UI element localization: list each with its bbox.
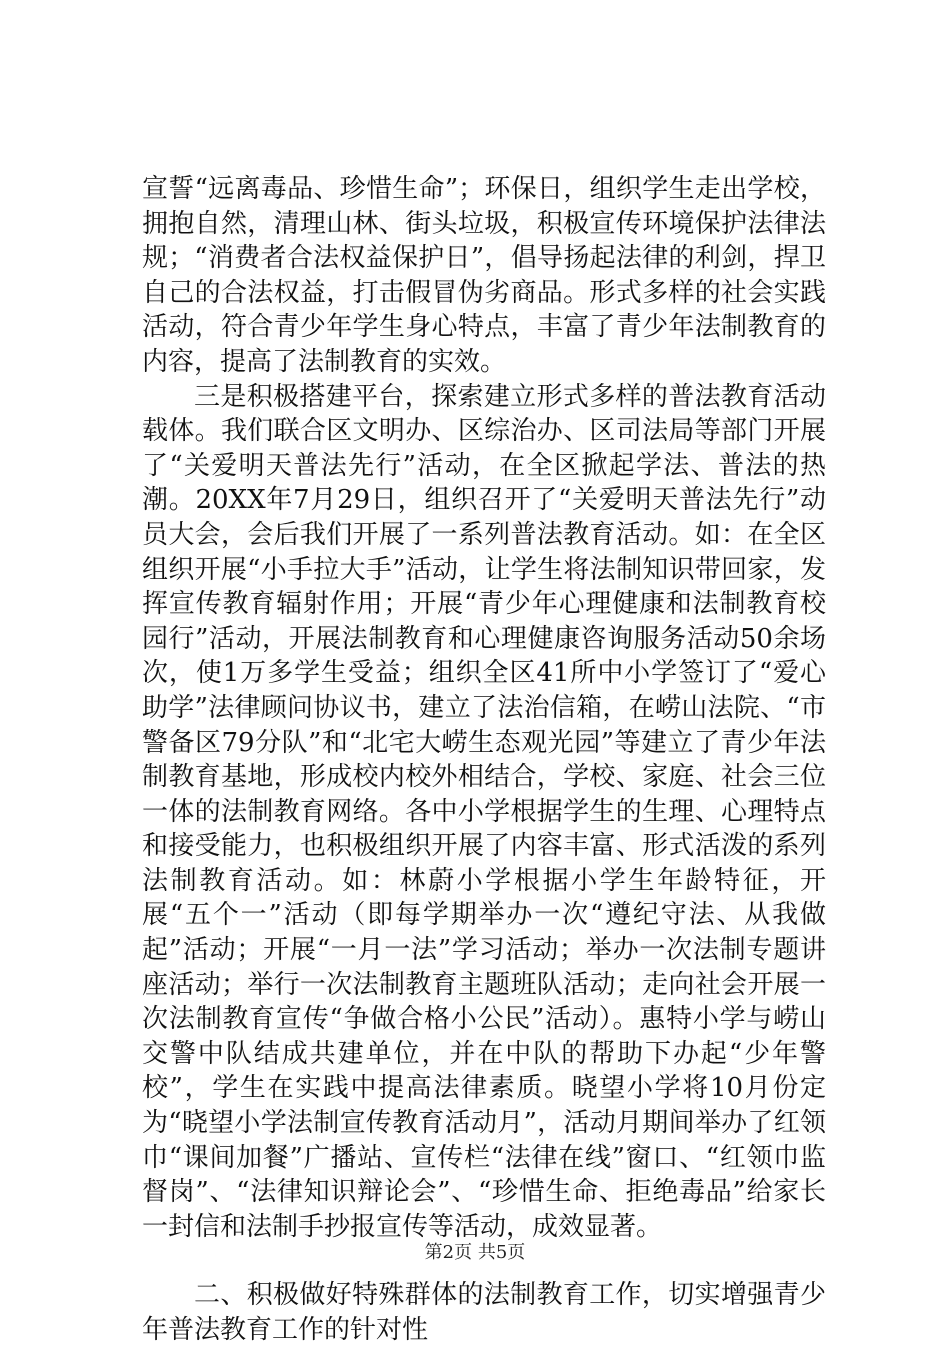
paragraph-continuation: 宣誓“远离毒品、珍惜生命”；环保日，组织学生走出学校，拥抱自然，清理山林、街头垃圾，积极宣传环境保护法律法规；“消费者合法权益保护日”，倡导扬起法律的利剑，捍卫自己的合法权益，打击假冒伪劣商品。形式多样的社会实践活动，符合青少年学生身心特点，丰富了青少年法制教育的内容，提高了法制教育的实效。: [142, 174, 826, 377]
paragraph-platform: 三是积极搭建平台，探索建立形式多样的普法教育活动载体。我们联合区文明办、区综治办、区司法局等部门开展了“关爱明天普法先行”活动，在全区掀起学法、普法的热潮。20XX年7月29日，组织召开了“关爱明天普法先行”动员大会，会后我们开展了一系列普法教育活动。如：在全区组织开展“小手拉大手”活动，让学生将法制知识带回家，发挥宣传教育辐射作用；开展“青少年心理健康和法制教育校园行”活动，开展法制教育和心理健康咨询服务活动50余场次，使1万多学生受益；组织全区41所中小学签订了“爱心助学”法律顾问协议书，建立了法治信箱，在崂山法院、“市警备区79分队”和“北宅大崂生态观光园”等建立了青少年法制教育基地，形成校内校外相结合，学校、家庭、社会三位一体的法制教育网络。各中小学根据学生的生理、心理特点和接受能力，也积极组织开展了内容丰富、形式活泼的系列法制教育活动。如：林蔚小学根据小学生年龄特征，开展“五个一”活动（即每学期举办一次“遵纪守法、从我做起”活动；开展“一月一法”学习活动；举办一次法制专题讲座活动；举行一次法制教育主题班队活动；走向社会开展一次法制教育宣传“争做合格小公民”活动）。惠特小学与崂山交警中队结成共建单位，并在中队的帮助下办起“少年警校”，学生在实践中提高法律素质。晓望小学将10月份定为“晓望小学法制宣传教育活动月”，活动月期间举办了红领巾“课间加餐”广播站、宣传栏“法律在线”窗口、“红领巾监督岗”、“法律知识辩论会”、“珍惜生命、拒绝毒品”给家长一封信和法制手抄报宣传等活动，成效显著。: [142, 381, 826, 1242]
page-number-footer: 第2页 共5页: [424, 1242, 526, 1263]
document-body: [142, 172, 826, 1348]
section-heading: 二、积极做好特殊群体的法制教育工作，切实增强青少年普法教育工作的针对性: [142, 1280, 826, 1345]
